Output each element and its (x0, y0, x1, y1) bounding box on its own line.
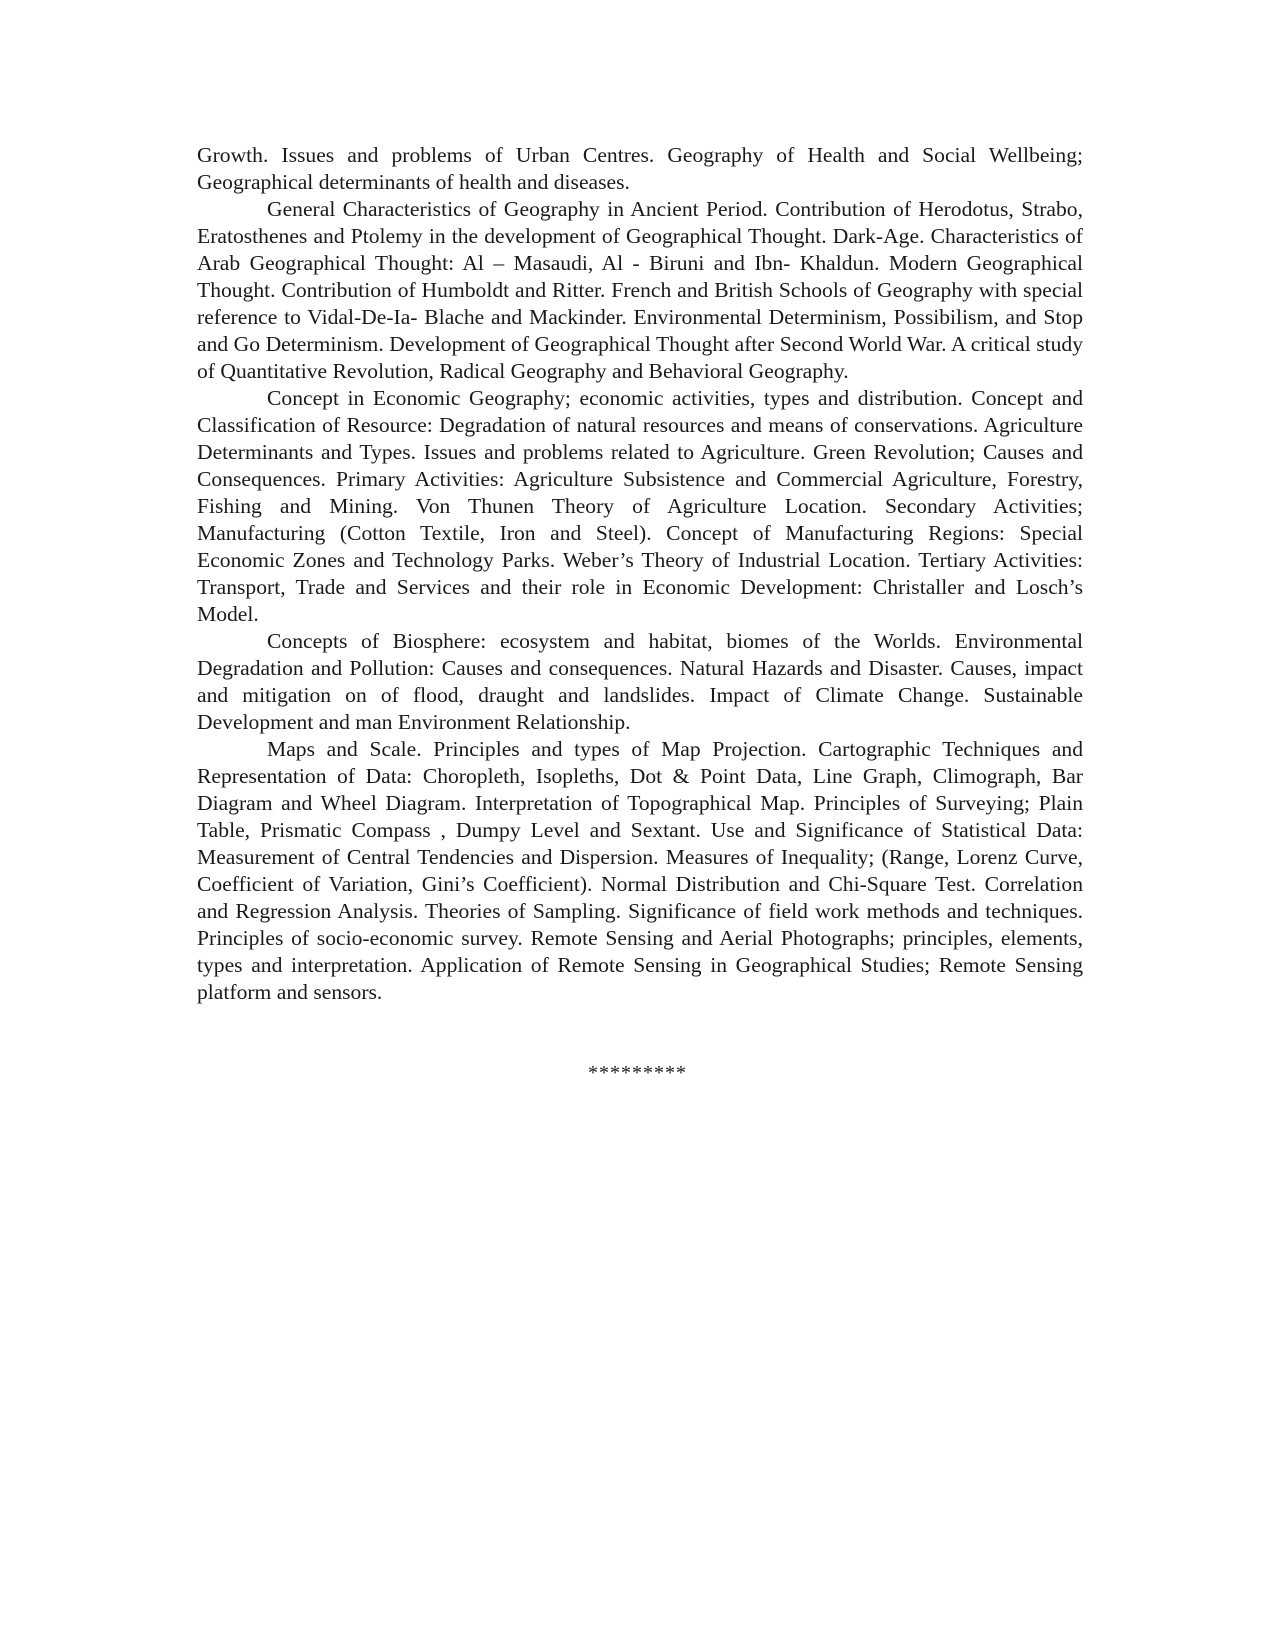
paragraph-urban-health: Growth. Issues and problems of Urban Centres. Geography of Health and Social Wellbeing; Geographical determinants of health and diseases. (197, 143, 1083, 194)
end-separator: ********* (588, 1062, 687, 1084)
paragraph-maps-techniques: Maps and Scale. Principles and types of Map Projection. Cartographic Techniques and Representation of Data: Choropleth, Isopleths, Dot & Point Data, Line Graph, Climograph, Bar Diagram and Wheel Diagram. Interpretation of Topographical Map. Principles of Surveying; Plain Table, Prismatic Compass , Dumpy Level and Sextant. Use and Significance of Statistical Data: Measurement of Central Tendencies and Dispersion. Measures of Inequality; (Range, Lorenz Curve, Coefficient of Variation, Gini’s Coefficient). Normal Distribution and Chi-Square Test. Correlation and Regression Analysis. Theories of Sampling. Significance of field work methods and techniques. Principles of socio-economic survey. Remote Sensing and Aerial Photographs; principles, elements, types and interpretation. Application of Remote Sensing in Geographical Studies; Remote Sensing platform and sensors. (197, 737, 1083, 1004)
document-body (197, 142, 1083, 1006)
paragraph-biosphere-environment: Concepts of Biosphere: ecosystem and habitat, biomes of the Worlds. Environmental Degradation and Pollution: Causes and consequences. Natural Hazards and Disaster. Causes, impact and mitigation on of flood, draught and landslides. Impact of Climate Change. Sustainable Development and man Environment Relationship. (197, 629, 1083, 734)
paragraph-economic-geography: Concept in Economic Geography; economic activities, types and distribution. Concept and Classification of Resource: Degradation of natural resources and means of conservations. Agriculture Determinants and Types. Issues and problems related to Agriculture. Green Revolution; Causes and Consequences. Primary Activities: Agriculture Subsistence and Commercial Agriculture, Forestry, Fishing and Mining. Von Thunen Theory of Agriculture Location. Secondary Activities; Manufacturing (Cotton Textile, Iron and Steel). Concept of Manufacturing Regions: Special Economic Zones and Technology Parks. Weber’s Theory of Industrial Location. Tertiary Activities: Transport, Trade and Services and their role in Economic Development: Christaller and Losch’s Model. (197, 386, 1083, 626)
paragraph-geographical-thought: General Characteristics of Geography in Ancient Period. Contribution of Herodotus, Strabo, Eratosthenes and Ptolemy in the development of Geographical Thought. Dark-Age. Characteristics of Arab Geographical Thought: Al – Masaudi, Al - Biruni and Ibn- Khaldun. Modern Geographical Thought. Contribution of Humboldt and Ritter. French and British Schools of Geography with special reference to Vidal-De-Ia- Blache and Mackinder. Environmental Determinism, Possibilism, and Stop and Go Determinism. Development of Geographical Thought after Second World War. A critical study of Quantitative Revolution, Radical Geography and Behavioral Geography. (197, 197, 1083, 383)
